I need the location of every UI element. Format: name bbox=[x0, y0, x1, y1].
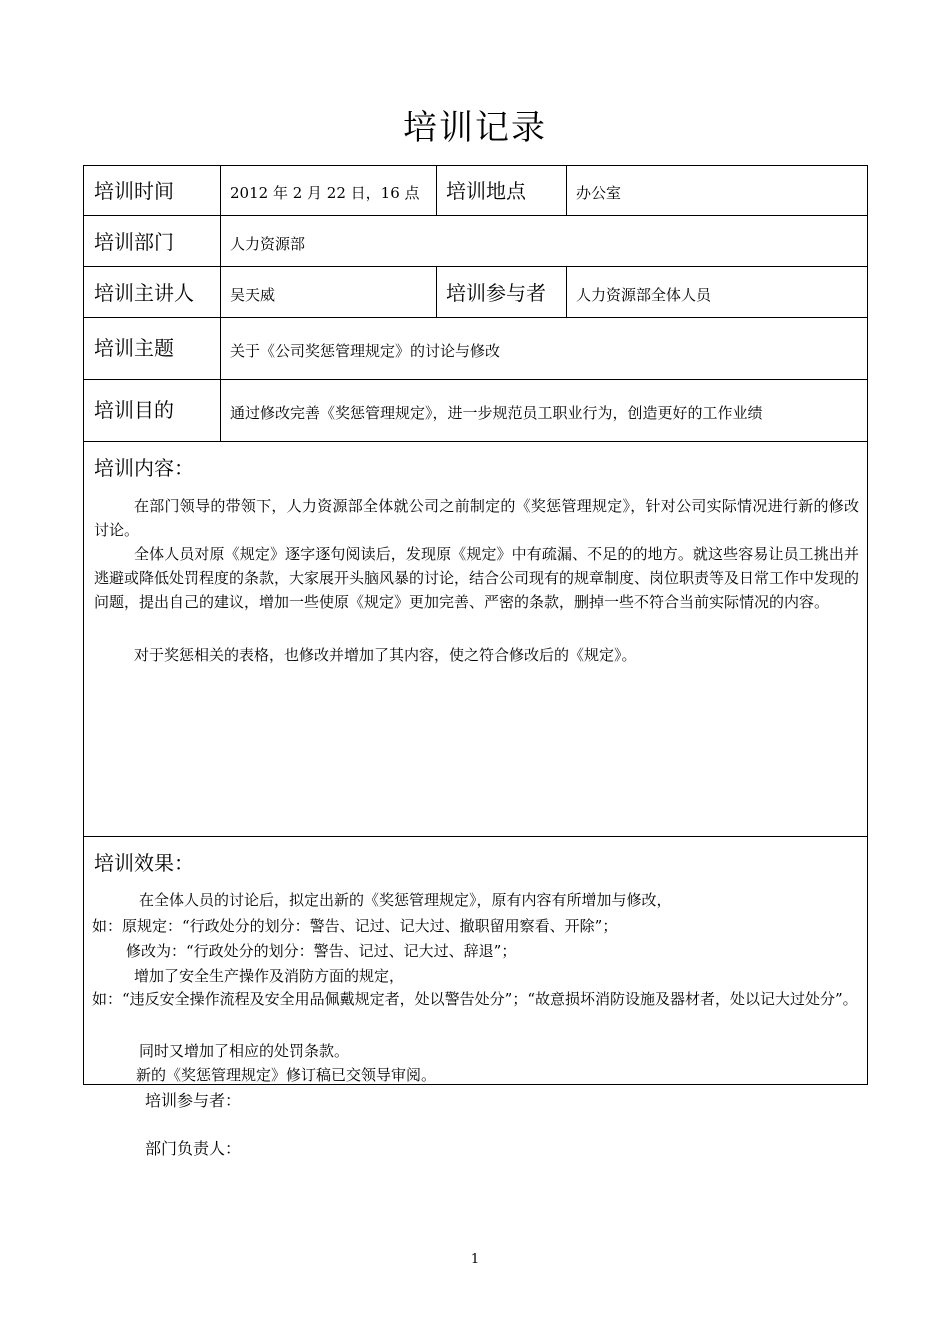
effect-line: 增加了安全生产操作及消防方面的规定， bbox=[134, 967, 405, 985]
speaker-value: 吴天威 bbox=[230, 286, 276, 304]
page-number: 1 bbox=[470, 1252, 480, 1267]
effect-line: 同时又增加了相应的处罚条款。 bbox=[139, 1042, 350, 1060]
content-heading: 培训内容： bbox=[94, 456, 194, 480]
col-divider bbox=[220, 166, 221, 441]
time-label: 培训时间 bbox=[94, 179, 174, 203]
place-label: 培训地点 bbox=[446, 179, 526, 203]
purpose-label: 培训目的 bbox=[94, 398, 174, 422]
row-divider bbox=[84, 266, 867, 267]
effect-heading: 培训效果： bbox=[94, 851, 194, 875]
topic-value: 关于《公司奖惩管理规定》的讨论与修改 bbox=[230, 342, 501, 360]
speaker-label: 培训主讲人 bbox=[94, 281, 194, 305]
dept-label: 培训部门 bbox=[94, 230, 174, 254]
dept-value: 人力资源部 bbox=[230, 235, 306, 253]
topic-label: 培训主题 bbox=[94, 336, 174, 360]
time-value: 2012 年 2 月 22 日，16 点 bbox=[230, 184, 420, 202]
col-divider bbox=[436, 266, 437, 317]
row-divider bbox=[84, 441, 867, 442]
content-paragraph: 对于奖惩相关的表格，也修改并增加了其内容，使之符合修改后的《规定》。 bbox=[134, 646, 637, 664]
row-divider bbox=[84, 215, 867, 216]
effect-line: 如：原规定：“行政处分的划分：警告、记过、记大过、撤职留用察看、开除”； bbox=[92, 917, 618, 935]
row-divider bbox=[84, 836, 867, 837]
col-divider bbox=[566, 266, 567, 317]
row-divider bbox=[84, 317, 867, 318]
content-paragraph: 在部门领导的带领下，人力资源部全体就公司之前制定的《奖惩管理规定》，针对公司实际情况进行新的修改讨论。 bbox=[94, 497, 859, 539]
effect-line: 修改为：“行政处分的划分：警告、记过、记大过、辞退”； bbox=[126, 942, 517, 960]
participants-signature-label: 培训参与者： bbox=[145, 1091, 242, 1110]
page-title: 培训记录 bbox=[403, 108, 547, 148]
participants-value: 人力资源部全体人员 bbox=[576, 286, 712, 304]
col-divider bbox=[436, 166, 437, 215]
content-paragraph: 全体人员对原《规定》逐字逐句阅读后，发现原《规定》中有疏漏、不足的的地方。就这些容易让员工挑出并逃避或降低处罚程度的条款，大家展开头脑风暴的讨论，结合公司现有的规章制度、岗位职责等及日常工作中发现的问题，提出自己的建议，增加一些使原《规定》更加完善、严密的条款，删掉一些不符合当前实际情况的内容。 bbox=[94, 545, 860, 611]
training-record-table bbox=[83, 165, 868, 1085]
effect-line: 新的《奖惩管理规定》修订稿已交领导审阅。 bbox=[136, 1066, 437, 1084]
row-divider bbox=[84, 379, 867, 380]
col-divider bbox=[566, 166, 567, 215]
effect-line: 如：“违反安全操作流程及安全用品佩戴规定者，处以警告处分”；“故意损坏消防设施及器材者，处以记大过处分”。 bbox=[92, 990, 858, 1008]
dept-head-signature-label: 部门负责人： bbox=[145, 1139, 242, 1158]
participants-label: 培训参与者 bbox=[446, 281, 546, 305]
place-value: 办公室 bbox=[576, 184, 622, 202]
effect-line: 在全体人员的讨论后，拟定出新的《奖惩管理规定》，原有内容有所增加与修改， bbox=[139, 891, 672, 909]
purpose-value: 通过修改完善《奖惩管理规定》，进一步规范员工职业行为，创造更好的工作业绩 bbox=[230, 404, 763, 422]
